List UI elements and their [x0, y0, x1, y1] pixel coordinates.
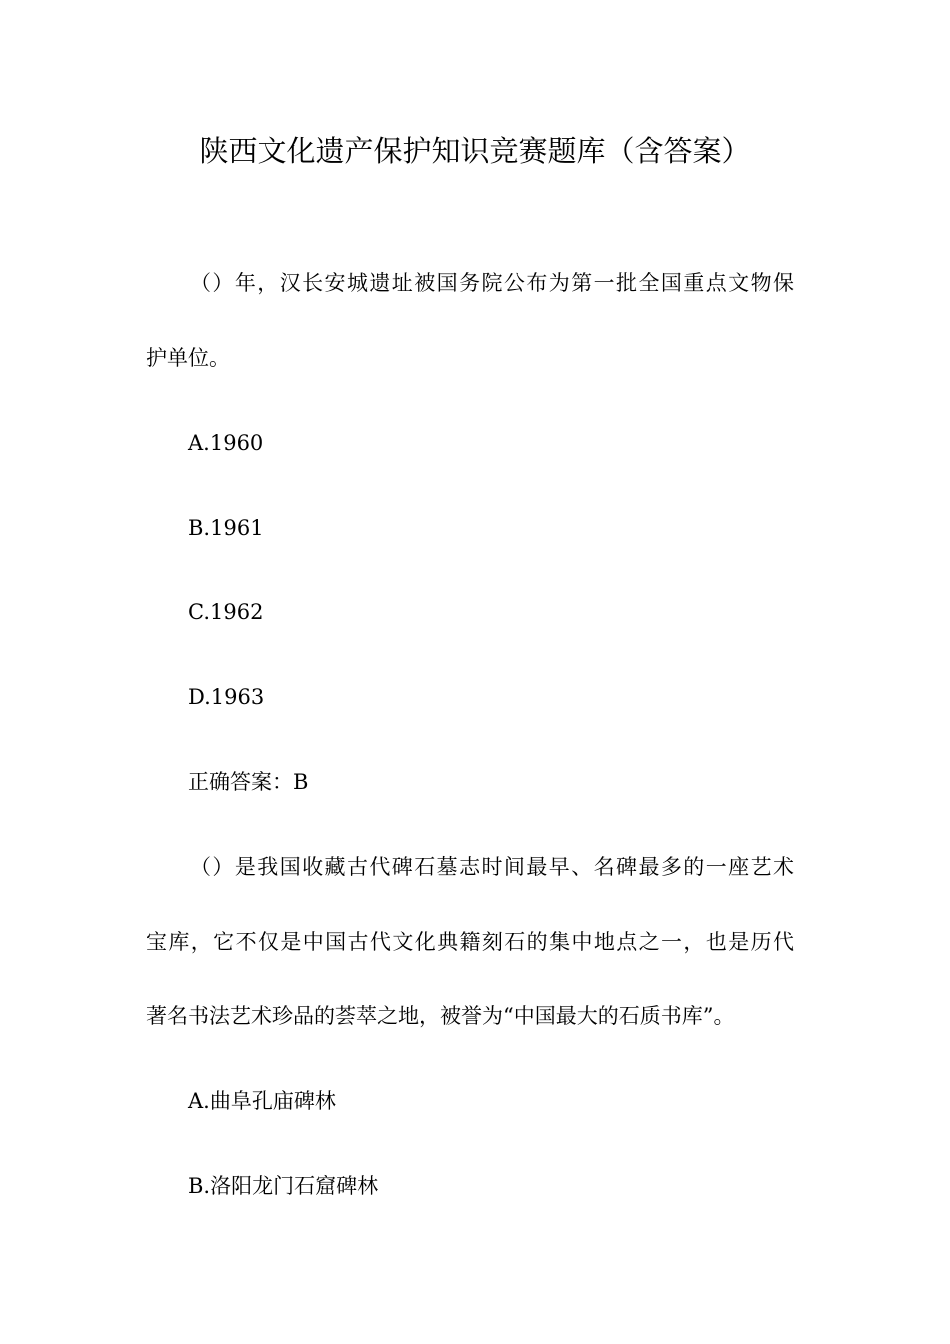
question-1-option-b: B.1961: [188, 516, 264, 540]
question-2-stem-line-3: 著名书法艺术珍品的荟萃之地，被誉为“中国最大的石质书库”。: [146, 1004, 735, 1028]
question-2-option-a: A.曲阜孔庙碑林: [188, 1089, 336, 1113]
question-1-answer: 正确答案：B: [188, 770, 309, 794]
question-1-option-d: D.1963: [188, 685, 265, 709]
page-title: 陕西文化遗产保护知识竞赛题库（含答案）: [199, 134, 751, 168]
question-2-stem-line-2: 宝库，它不仅是中国古代文化典籍刻石的集中地点之一，也是历代: [146, 930, 794, 954]
question-2-stem-line-1: （）是我国收藏古代碑石墓志时间最早、名碑最多的一座艺术: [190, 855, 794, 879]
question-1-stem-line-2: 护单位。: [146, 346, 230, 370]
question-1-option-c: C.1962: [188, 600, 264, 624]
question-1-stem-line-1: （）年，汉长安城遗址被国务院公布为第一批全国重点文物保: [190, 271, 794, 295]
question-2-option-b: B.洛阳龙门石窟碑林: [188, 1174, 379, 1198]
question-1-option-a: A.1960: [188, 431, 264, 455]
